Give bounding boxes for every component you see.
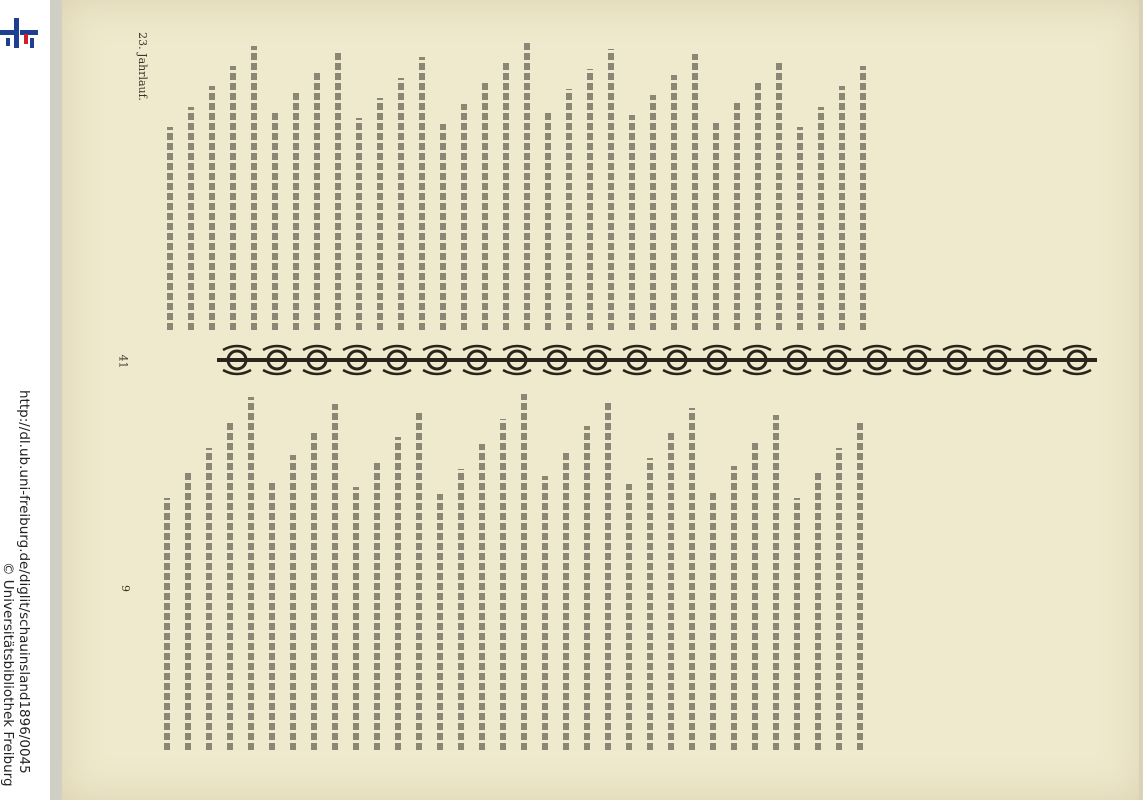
page-number-right: 9 <box>119 585 132 592</box>
text-line-placeholder <box>269 480 275 750</box>
text-line-placeholder <box>776 60 782 330</box>
text-line-placeholder <box>731 466 737 750</box>
text-line-placeholder <box>836 448 842 750</box>
text-line-placeholder <box>692 55 698 331</box>
text-line-placeholder <box>437 494 443 750</box>
text-line-placeholder <box>503 63 509 330</box>
text-line-placeholder <box>458 469 464 750</box>
text-line-placeholder <box>752 440 758 750</box>
text-line-placeholder <box>500 419 506 750</box>
text-line-placeholder <box>167 127 173 330</box>
text-line-placeholder <box>815 473 821 750</box>
text-line-placeholder <box>797 127 803 330</box>
text-line-placeholder <box>227 422 233 750</box>
text-line-placeholder <box>587 69 593 330</box>
text-line-placeholder <box>650 95 656 330</box>
text-line-placeholder <box>419 57 425 330</box>
text-line-placeholder <box>440 124 446 330</box>
text-line-placeholder <box>398 78 404 330</box>
text-line-placeholder <box>818 107 824 330</box>
copyright-label: © Universitätsbibliothek Freiburg <box>0 562 16 787</box>
document-url-link[interactable]: http://dl.ub.uni-freiburg.de/diglit/schauinsland1896/0045 <box>16 390 32 774</box>
university-logo-icon <box>0 14 50 54</box>
text-line-placeholder <box>482 84 488 331</box>
text-line-placeholder <box>524 43 530 330</box>
page-gutter <box>50 0 62 800</box>
text-line-placeholder <box>395 437 401 750</box>
text-line-placeholder <box>860 66 866 330</box>
text-line-placeholder <box>668 433 674 750</box>
text-line-placeholder <box>188 107 194 330</box>
text-line-placeholder <box>734 101 740 330</box>
text-line-placeholder <box>605 401 611 750</box>
text-line-placeholder <box>332 404 338 750</box>
text-line-placeholder <box>647 458 653 750</box>
text-line-placeholder <box>542 476 548 750</box>
text-line-placeholder <box>185 473 191 750</box>
text-line-placeholder <box>377 98 383 330</box>
text-line-placeholder <box>755 81 761 330</box>
text-line-placeholder <box>521 394 527 750</box>
text-line-placeholder <box>794 498 800 750</box>
text-line-placeholder <box>566 89 572 330</box>
text-line-placeholder <box>416 412 422 750</box>
text-line-placeholder <box>356 118 362 330</box>
text-line-placeholder <box>206 448 212 750</box>
text-line-placeholder <box>353 487 359 750</box>
text-line-placeholder <box>374 462 380 750</box>
text-line-placeholder <box>689 408 695 750</box>
text-line-placeholder <box>293 92 299 330</box>
text-line-placeholder <box>584 426 590 750</box>
text-line-placeholder <box>671 75 677 330</box>
text-line-placeholder <box>608 49 614 330</box>
text-line-placeholder <box>251 46 257 330</box>
text-line-placeholder <box>839 86 845 330</box>
text-line-placeholder <box>335 52 341 330</box>
text-line-placeholder <box>545 110 551 330</box>
decorative-vine-ornament-icon <box>217 342 1097 378</box>
page-edge <box>1139 0 1143 800</box>
text-line-placeholder <box>629 115 635 330</box>
text-line-placeholder <box>479 444 485 750</box>
text-line-placeholder <box>314 72 320 330</box>
text-line-placeholder <box>290 455 296 750</box>
text-line-placeholder <box>272 113 278 331</box>
text-line-placeholder <box>563 451 569 750</box>
text-line-placeholder <box>230 66 236 330</box>
page-number-left: 41 <box>116 354 130 369</box>
text-line-placeholder <box>773 415 779 750</box>
scanned-page <box>62 0 1143 800</box>
text-line-placeholder <box>626 484 632 750</box>
running-header: 23. Jahrlauf. <box>135 32 149 101</box>
text-line-placeholder <box>713 121 719 330</box>
viewer-sidebar <box>0 0 50 800</box>
text-line-placeholder <box>248 397 254 750</box>
text-line-placeholder <box>209 86 215 330</box>
text-line-placeholder <box>857 422 863 750</box>
text-line-placeholder <box>311 430 317 750</box>
text-line-placeholder <box>710 491 716 750</box>
text-line-placeholder <box>461 104 467 330</box>
text-column-upper <box>160 40 955 330</box>
text-column-lower <box>157 390 957 750</box>
text-line-placeholder <box>164 498 170 750</box>
